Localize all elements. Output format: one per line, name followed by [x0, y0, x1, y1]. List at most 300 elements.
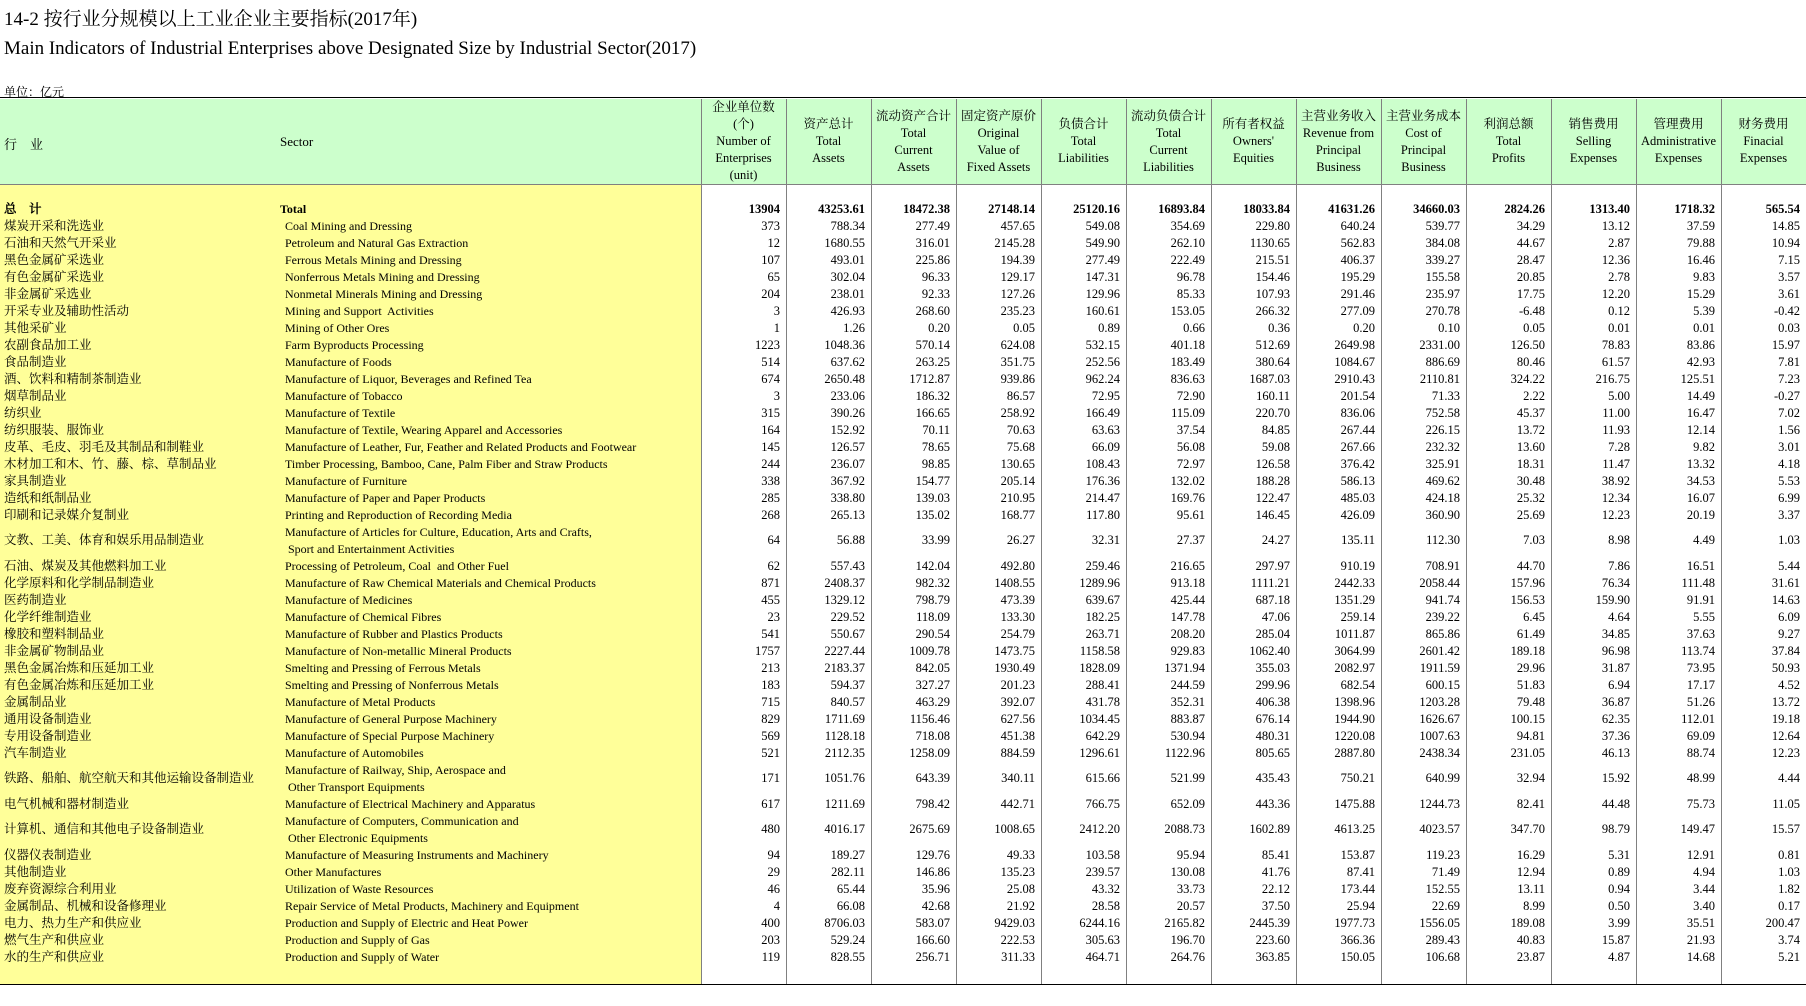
- data-cell: 4023.57: [1419, 822, 1460, 836]
- data-cell: 173.44: [1340, 882, 1375, 896]
- data-cell: 384.08: [1425, 236, 1460, 250]
- data-cell: 31.87: [1601, 661, 1630, 675]
- data-cell: 291.46: [1340, 287, 1375, 301]
- table-row: [0, 796, 1806, 813]
- data-cell: 258.92: [1000, 406, 1035, 420]
- data-cell: 5.53: [1778, 474, 1800, 488]
- industry-name-cn: 水的生产和供应业: [4, 950, 105, 964]
- column-header-cn: 固定资产原价: [960, 108, 1036, 123]
- sector-name-line: Manufacture of Electrical Machinery and Apparatus: [285, 797, 536, 811]
- sector-name-en: [285, 337, 424, 354]
- data-cell: 63.63: [1091, 423, 1120, 437]
- data-cell: 400: [761, 916, 780, 930]
- data-cell: 1680.55: [824, 236, 865, 250]
- data-cell: 223.60: [1255, 933, 1290, 947]
- data-cell: 473.39: [1000, 593, 1035, 607]
- data-cell: 92.33: [921, 287, 950, 301]
- data-cell: 21.93: [1686, 933, 1715, 947]
- data-cell: 1062.40: [1249, 644, 1290, 658]
- sector-name-line: Mining and Support Activities: [285, 304, 434, 318]
- column-header-en: Total: [900, 125, 927, 140]
- data-cell: 27148.14: [988, 202, 1035, 216]
- data-cell: 21.92: [1006, 899, 1035, 913]
- data-cell: 1.82: [1778, 882, 1800, 896]
- data-cell: 1351.29: [1334, 593, 1375, 607]
- data-cell: 512.69: [1255, 338, 1290, 352]
- industry-name-cn: 化学原料和化学制品制造业: [4, 576, 155, 590]
- column-header-en: Business: [1316, 159, 1361, 174]
- column-header-en: Revenue from: [1302, 125, 1375, 140]
- sector-name-line: Manufacture of Liquor, Beverages and Refined Tea: [285, 372, 532, 386]
- data-cell: 0.20: [928, 321, 950, 335]
- data-cell: 676.14: [1255, 712, 1290, 726]
- industry-name-cn: 金属制品业: [4, 695, 67, 709]
- data-cell: 642.29: [1085, 729, 1120, 743]
- sector-name-en: [285, 524, 592, 558]
- data-cell: 10.94: [1771, 236, 1800, 250]
- data-cell: 263.25: [915, 355, 950, 369]
- sector-name-line: Production and Supply of Water: [285, 950, 440, 964]
- sector-name-line: Printing and Reproduction of Recording Media: [285, 508, 512, 522]
- data-cell: 492.80: [1000, 559, 1035, 573]
- data-cell: 146.86: [915, 865, 950, 879]
- data-cell: 2.78: [1608, 270, 1630, 284]
- data-cell: 1626.67: [1419, 712, 1460, 726]
- data-cell: 315: [761, 406, 780, 420]
- data-cell: 316.01: [915, 236, 950, 250]
- data-cell: 373: [761, 219, 780, 233]
- data-cell: 1034.45: [1079, 712, 1120, 726]
- data-cell: 147.31: [1085, 270, 1120, 284]
- table-row: [0, 711, 1806, 728]
- data-cell: 262.10: [1170, 236, 1205, 250]
- column-header: [871, 99, 956, 184]
- data-cell: 652.09: [1170, 797, 1205, 811]
- data-cell: 94: [767, 848, 780, 862]
- data-cell: 1011.87: [1334, 627, 1375, 641]
- data-cell: 37.50: [1261, 899, 1290, 913]
- data-cell: 883.87: [1170, 712, 1205, 726]
- data-cell: 71.33: [1431, 389, 1460, 403]
- sector-name-line: Manufacture of Non-metallic Mineral Products: [285, 644, 512, 658]
- column-header-en: Total: [1495, 134, 1522, 148]
- data-cell: 12.36: [1601, 253, 1630, 267]
- data-cell: 435.43: [1255, 771, 1290, 785]
- table-row: [0, 949, 1806, 966]
- sector-name-line: Mining of Other Ores: [285, 321, 390, 335]
- sector-name-en: [285, 354, 392, 371]
- data-cell: 277.49: [915, 219, 950, 233]
- industry-name-cn: 燃气生产和供应业: [4, 933, 105, 947]
- data-cell: 183.49: [1170, 355, 1205, 369]
- sector-name-line: Other Manufactures: [285, 865, 382, 879]
- data-cell: 7.03: [1523, 533, 1545, 547]
- data-cell: 33.99: [921, 533, 950, 547]
- data-cell: 46.13: [1601, 746, 1630, 760]
- sector-name-line: Smelting and Pressing of Ferrous Metals: [285, 661, 481, 675]
- industry-name-cn: 仪器仪表制造业: [4, 848, 92, 862]
- data-cell: 0.01: [1693, 321, 1715, 335]
- data-cell: 152.92: [830, 423, 865, 437]
- sector-name-en: [285, 592, 412, 609]
- column-header: [1381, 99, 1466, 184]
- sector-name-line: Nonferrous Metals Mining and Dressing: [285, 270, 480, 284]
- table-row: [0, 524, 1806, 558]
- data-cell: 2088.73: [1164, 822, 1205, 836]
- data-cell: 15.87: [1601, 933, 1630, 947]
- column-header-en: Fixed Assets: [966, 159, 1031, 174]
- sector-name-en: [285, 694, 435, 711]
- data-cell: 130.65: [1000, 457, 1035, 471]
- data-cell: 213: [761, 661, 780, 675]
- data-cell: 87.41: [1346, 865, 1375, 879]
- data-cell: 95.94: [1176, 848, 1205, 862]
- data-cell: 226.15: [1425, 423, 1460, 437]
- sector-name-line: Coal Mining and Dressing: [285, 219, 412, 233]
- data-cell: 9429.03: [994, 916, 1035, 930]
- sector-name-en: [285, 405, 395, 422]
- data-cell: 204: [761, 287, 780, 301]
- data-cell: 12.91: [1686, 848, 1715, 862]
- sector-name-line: Farm Byproducts Processing: [285, 338, 424, 352]
- data-cell: 8.99: [1523, 899, 1545, 913]
- data-cell: 65.44: [836, 882, 865, 896]
- data-cell: 8.98: [1608, 533, 1630, 547]
- data-cell: 13.60: [1516, 440, 1545, 454]
- data-cell: 169.76: [1170, 491, 1205, 505]
- data-cell: 406.38: [1255, 695, 1290, 709]
- data-cell: 62: [767, 559, 780, 573]
- data-cell: 277.09: [1340, 304, 1375, 318]
- sector-name-en: [285, 711, 497, 728]
- data-cell: 3064.99: [1334, 644, 1375, 658]
- data-cell: 73.95: [1686, 661, 1715, 675]
- page-title-english: Main Indicators of Industrial Enterprises above Designated Size by Industrial Sector(2017): [4, 38, 697, 59]
- sector-name-en: [285, 796, 535, 813]
- industry-name-cn: 石油、煤炭及其他燃料加工业: [4, 559, 167, 573]
- data-cell: 530.94: [1170, 729, 1205, 743]
- table-row: [0, 609, 1806, 626]
- data-cell: 265.13: [830, 508, 865, 522]
- data-cell: 44.70: [1516, 559, 1545, 573]
- data-cell: 72.97: [1176, 457, 1205, 471]
- data-cell: 96.98: [1601, 644, 1630, 658]
- data-cell: 290.54: [915, 627, 950, 641]
- data-cell: 216.65: [1170, 559, 1205, 573]
- sector-name-line: Manufacture of Furniture: [285, 474, 407, 488]
- table-row: [0, 490, 1806, 507]
- data-cell: 145: [761, 440, 780, 454]
- sector-name-line: Manufacture of Railway, Ship, Aerospace and: [285, 763, 506, 777]
- column-header-cn: 主营业务收入: [1300, 108, 1376, 123]
- data-cell: 203: [761, 933, 780, 947]
- data-cell: 2442.33: [1334, 576, 1375, 590]
- data-cell: 235.97: [1425, 287, 1460, 301]
- data-cell: 13.72: [1771, 695, 1800, 709]
- data-cell: 103.58: [1085, 848, 1120, 862]
- data-cell: 25.08: [1006, 882, 1035, 896]
- sector-name-en: [285, 320, 389, 337]
- data-cell: 37.63: [1686, 627, 1715, 641]
- data-cell: 3: [773, 389, 780, 403]
- data-cell: 201.54: [1340, 389, 1375, 403]
- data-cell: 75.73: [1686, 797, 1715, 811]
- data-cell: 20.19: [1686, 508, 1715, 522]
- data-cell: 13904: [748, 202, 780, 216]
- unit-label: 单位：亿元: [4, 85, 65, 99]
- data-cell: 766.75: [1085, 797, 1120, 811]
- column-header-cn: 所有者权益: [1222, 117, 1285, 131]
- data-cell: 451.38: [1000, 729, 1035, 743]
- data-cell: 168.77: [1000, 508, 1035, 522]
- data-cell: 28.58: [1091, 899, 1120, 913]
- data-cell: 5.39: [1693, 304, 1715, 318]
- industry-name-cn: 非金属矿采选业: [4, 287, 92, 301]
- sector-name-en: [285, 218, 412, 235]
- data-cell: 7.23: [1778, 372, 1800, 386]
- data-cell: 529.24: [830, 933, 865, 947]
- table-row: [0, 575, 1806, 592]
- data-cell: 26.27: [1006, 533, 1035, 547]
- data-cell: 232.32: [1425, 440, 1460, 454]
- column-header-en: Number of: [716, 134, 771, 148]
- data-cell: 233.06: [830, 389, 865, 403]
- table-row: [0, 677, 1806, 694]
- sector-name-line: Timber Processing, Bamboo, Cane, Palm Fiber and Straw Products: [285, 457, 608, 471]
- industry-name-cn: 有色金属冶炼和压延加工业: [4, 678, 155, 692]
- data-cell: 600.15: [1425, 678, 1460, 692]
- data-cell: 244: [761, 457, 780, 471]
- data-cell: 146.45: [1255, 508, 1290, 522]
- data-cell: 35.51: [1686, 916, 1715, 930]
- data-cell: 325.91: [1425, 457, 1460, 471]
- sector-name-line: Manufacture of Special Purpose Machinery: [285, 729, 495, 743]
- data-cell: 1220.08: [1334, 729, 1375, 743]
- sector-name-line: Manufacture of Paper and Paper Products: [285, 491, 486, 505]
- data-cell: 355.03: [1255, 661, 1290, 675]
- data-cell: 570.14: [915, 338, 950, 352]
- data-cell: 2082.97: [1334, 661, 1375, 675]
- data-cell: 1.56: [1778, 423, 1800, 437]
- data-cell: 20.57: [1176, 899, 1205, 913]
- data-cell: 42.68: [921, 899, 950, 913]
- sector-name-en: [285, 898, 579, 915]
- data-cell: 463.29: [915, 695, 950, 709]
- data-cell: 23.87: [1516, 950, 1545, 964]
- table-row: [0, 371, 1806, 388]
- data-cell: 11.93: [1602, 423, 1630, 437]
- data-cell: 129.96: [1085, 287, 1120, 301]
- industry-name-cn: 专用设备制造业: [4, 729, 92, 743]
- data-cell: 1: [773, 321, 780, 335]
- column-header: [701, 99, 786, 184]
- data-cell: 982.32: [915, 576, 950, 590]
- data-cell: 164: [761, 423, 780, 437]
- data-cell: 840.57: [830, 695, 865, 709]
- column-header-en: Total: [1155, 125, 1182, 140]
- data-cell: 0.12: [1608, 304, 1630, 318]
- table-row: [0, 592, 1806, 609]
- data-cell: 288.41: [1085, 678, 1120, 692]
- data-cell: 708.91: [1425, 559, 1460, 573]
- data-cell: 1128.18: [824, 729, 865, 743]
- data-cell: 6244.16: [1079, 916, 1120, 930]
- data-cell: 108.43: [1085, 457, 1120, 471]
- data-cell: 442.71: [1000, 797, 1035, 811]
- data-cell: 157.96: [1510, 576, 1545, 590]
- table-row: [0, 422, 1806, 439]
- table-row: [0, 235, 1806, 252]
- data-cell: 380.64: [1255, 355, 1290, 369]
- industry-name-cn: 烟草制品业: [4, 389, 67, 403]
- data-cell: 62.35: [1601, 712, 1630, 726]
- data-cell: 2112.35: [824, 746, 865, 760]
- data-cell: 962.24: [1085, 372, 1120, 386]
- data-cell: 2110.81: [1419, 372, 1460, 386]
- data-cell: 133.30: [1000, 610, 1035, 624]
- sector-name-en: [285, 575, 596, 592]
- data-cell: 4.64: [1608, 610, 1630, 624]
- industry-name-cn: 有色金属矿采选业: [4, 270, 105, 284]
- data-cell: 9.82: [1693, 440, 1715, 454]
- data-cell: 1828.09: [1079, 661, 1120, 675]
- data-cell: 805.65: [1255, 746, 1290, 760]
- table-row: [0, 303, 1806, 320]
- data-cell: 132.02: [1170, 474, 1205, 488]
- data-cell: 267.66: [1340, 440, 1375, 454]
- data-cell: 884.59: [1000, 746, 1035, 760]
- data-cell: 22.12: [1261, 882, 1290, 896]
- data-cell: 0.94: [1608, 882, 1630, 896]
- data-cell: 5.55: [1693, 610, 1715, 624]
- data-cell: 56.88: [836, 533, 865, 547]
- data-cell: 2887.80: [1334, 746, 1375, 760]
- data-cell: 88.74: [1686, 746, 1715, 760]
- sector-name-en: [285, 252, 462, 269]
- top-rule: [0, 97, 1806, 98]
- data-cell: 33.73: [1176, 882, 1205, 896]
- sector-name-en: [285, 626, 503, 643]
- sector-name-en: [280, 201, 306, 218]
- data-cell: 238.01: [830, 287, 865, 301]
- data-cell: 150.05: [1340, 950, 1375, 964]
- data-cell: 43253.61: [818, 202, 865, 216]
- table-row: [0, 269, 1806, 286]
- data-cell: 15.57: [1771, 822, 1800, 836]
- data-cell: 277.49: [1085, 253, 1120, 267]
- data-cell: 30.48: [1516, 474, 1545, 488]
- data-cell: 1757: [755, 644, 780, 658]
- sector-name-en: [285, 558, 509, 575]
- data-cell: 594.37: [830, 678, 865, 692]
- data-cell: 252.56: [1085, 355, 1120, 369]
- sector-name-line: Manufacture of Tobacco: [285, 389, 403, 403]
- data-cell: 152.55: [1425, 882, 1460, 896]
- data-cell: 47.06: [1261, 610, 1290, 624]
- table-row: [0, 643, 1806, 660]
- data-cell: 139.03: [915, 491, 950, 505]
- column-header-en: Owners': [1232, 134, 1275, 148]
- data-cell: 13.12: [1601, 219, 1630, 233]
- data-cell: 1084.67: [1334, 355, 1375, 369]
- data-cell: 6.94: [1608, 678, 1630, 692]
- data-cell: 4.52: [1778, 678, 1800, 692]
- industry-name-cn: 通用设备制造业: [4, 712, 92, 726]
- data-cell: 4016.17: [824, 822, 865, 836]
- data-cell: 25.94: [1346, 899, 1375, 913]
- data-cell: 3.99: [1608, 916, 1630, 930]
- data-cell: 480.31: [1255, 729, 1290, 743]
- data-cell: 2675.69: [909, 822, 950, 836]
- data-cell: 61.49: [1516, 627, 1545, 641]
- data-cell: 2058.44: [1419, 576, 1460, 590]
- data-cell: 51.83: [1516, 678, 1545, 692]
- sector-name-en: [285, 456, 608, 473]
- table-row: [0, 473, 1806, 490]
- data-cell: 129.76: [915, 848, 950, 862]
- data-cell: 1475.88: [1334, 797, 1375, 811]
- data-cell: 347.70: [1510, 822, 1545, 836]
- sector-name-line: Manufacture of Textile, Wearing Apparel and Accessories: [285, 423, 563, 437]
- data-cell: 126.57: [830, 440, 865, 454]
- industry-name-cn: 纺织服装、服饰业: [4, 423, 105, 437]
- data-cell: 1007.63: [1419, 729, 1460, 743]
- sector-name-line: Production and Supply of Gas: [285, 933, 430, 947]
- data-cell: 182.25: [1085, 610, 1120, 624]
- data-cell: -6.48: [1518, 304, 1545, 318]
- sector-name-line: Manufacture of General Purpose Machinery: [285, 712, 497, 726]
- data-cell: 682.54: [1340, 678, 1375, 692]
- data-cell: 7.15: [1778, 253, 1800, 267]
- data-cell: 1944.90: [1334, 712, 1375, 726]
- data-cell: 3.01: [1778, 440, 1800, 454]
- sector-name-en: [285, 813, 519, 847]
- data-cell: 19.18: [1771, 712, 1800, 726]
- data-cell: 2438.34: [1419, 746, 1460, 760]
- table-row: [0, 915, 1806, 932]
- data-cell: 44.67: [1516, 236, 1545, 250]
- data-cell: 715: [761, 695, 780, 709]
- table-row: [0, 660, 1806, 677]
- data-cell: 43.32: [1091, 882, 1120, 896]
- data-cell: 376.42: [1340, 457, 1375, 471]
- data-cell: 469.62: [1425, 474, 1460, 488]
- data-cell: 637.62: [830, 355, 865, 369]
- sector-name-line: Processing of Petroleum, Coal and Other Fuel: [285, 559, 509, 573]
- data-cell: 0.20: [1353, 321, 1375, 335]
- data-cell: 886.69: [1425, 355, 1460, 369]
- data-cell: 16.47: [1686, 406, 1715, 420]
- data-cell: 299.96: [1255, 678, 1290, 692]
- sector-name-en: [285, 473, 407, 490]
- sector-name-line: Utilization of Waste Resources: [285, 882, 434, 896]
- data-cell: 1223: [755, 338, 780, 352]
- data-cell: 354.69: [1170, 219, 1205, 233]
- sector-name-line: Manufacture of Medicines: [285, 593, 413, 607]
- industry-name-cn: 木材加工和木、竹、藤、棕、草制品业: [4, 457, 217, 471]
- data-cell: 71.49: [1431, 865, 1460, 879]
- data-cell: 2824.26: [1504, 202, 1545, 216]
- data-cell: 196.70: [1170, 933, 1205, 947]
- column-header-en: Current: [1149, 142, 1188, 157]
- data-cell: 125.51: [1680, 372, 1715, 386]
- data-cell: 643.39: [915, 771, 950, 785]
- sector-name-en: [285, 847, 549, 864]
- industry-name-cn: 非金属矿物制品业: [4, 644, 105, 658]
- data-cell: 9.83: [1693, 270, 1715, 284]
- data-cell: 0.81: [1778, 848, 1800, 862]
- data-cell: 98.79: [1601, 822, 1630, 836]
